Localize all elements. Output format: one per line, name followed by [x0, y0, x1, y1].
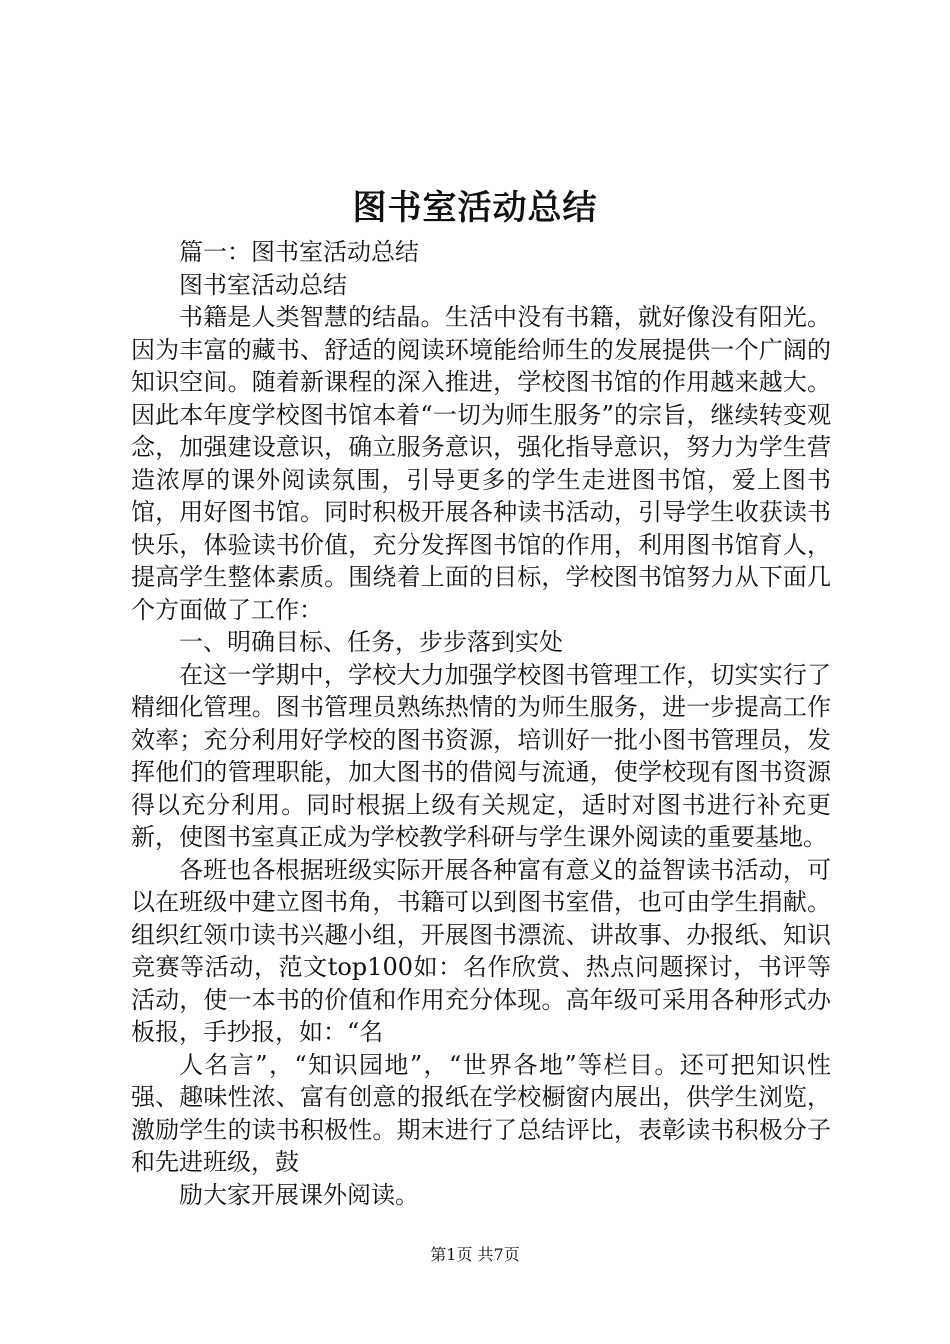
body-paragraph: 励大家开展课外阅读。	[179, 1180, 419, 1209]
body-paragraph: 书籍是人类智慧的结晶。生活中没有书籍，就好像没有阳光。因为丰富的藏书、舒适的阅读环境能给师生的发展提供一个广阔的知识空间。随着新课程的深入推进，学校图书馆的作用越来越大。因此本年度学校图书馆本着“一切为师生服务”的宗旨，继续转变观念，加强建设意识，确立服务意识，强化指导意识，努力为学生营造浓厚的课外阅读氛围，引导更多的学生走进图书馆，爱上图书馆，用好图书馆。同时积极开展各种读书活动，引导学生收获读书快乐，体验读书价值，充分发挥图书馆的作用，利用图书馆育人，提高学生整体素质。围绕着上面的目标，学校图书馆努力从下面几个方面做了工作：	[131, 303, 831, 624]
article-subtitle: 图书室活动总结	[179, 270, 347, 299]
subsection-heading: 一、明确目标、任务，步步落到实处	[179, 628, 563, 656]
section-heading: 篇一：图书室活动总结	[179, 238, 419, 266]
body-paragraph: 各班也各根据班级实际开展各种富有意义的益智读书活动，可以在班级中建立图书角，书籍可以到图书室借，也可由学生捐献。组织红领巾读书兴趣小组，开展图书漂流、讲故事、办报纸、知识竞赛等活动，范文top100如：名作欣赏、热点问题探讨，书评等活动，使一本书的价值和作用充分体现。高年级可采用各种形式办板报，手抄报，如：“名	[131, 855, 831, 1046]
body-paragraph: 人名言”，“知识园地”，“世界各地”等栏目。还可把知识性强、趣味性浓、富有创意的报纸在学校橱窗内展出，供学生浏览，激励学生的读书积极性。期末进行了总结评比，表彰读书积极分子和先进班级，鼓	[131, 1050, 831, 1176]
page-footer: 第1页 共7页	[430, 1245, 520, 1264]
body-paragraph: 在这一学期中，学校大力加强学校图书管理工作，切实实行了精细化管理。图书管理员熟练热情的为师生服务，进一步提高工作效率；充分利用好学校的图书资源，培训好一批小图书管理员，发挥他们的管理职能，加大图书的借阅与流通，使学校现有图书资源得以充分利用。同时根据上级有关规定，适时对图书进行补充更新，使图书室真正成为学校教学科研与学生课外阅读的重要基地。	[131, 660, 831, 851]
document-body	[131, 236, 831, 1211]
document-title: 图书室活动总结	[352, 188, 598, 228]
